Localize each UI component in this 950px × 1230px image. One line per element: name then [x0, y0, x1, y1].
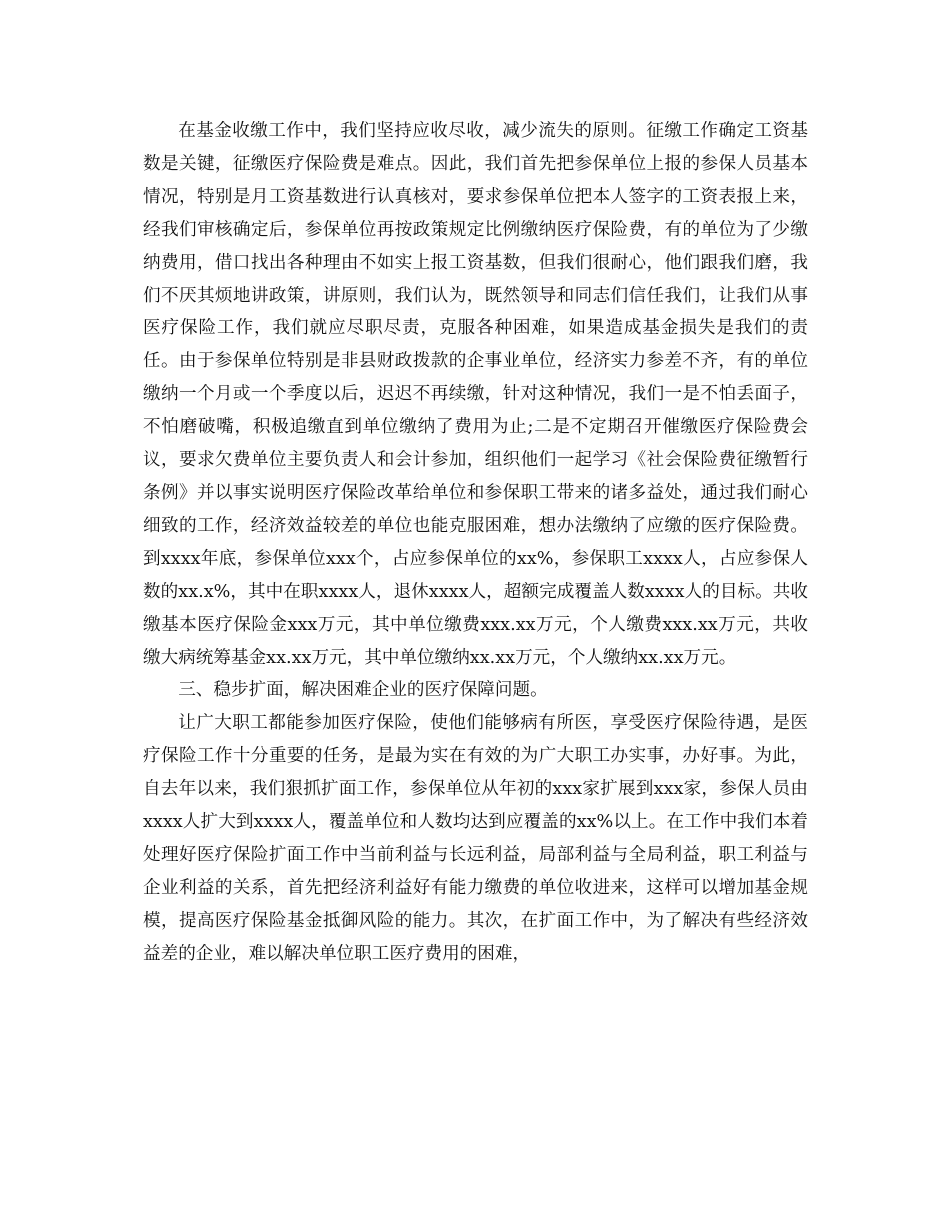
- paragraph-fund-collection: 在基金收缴工作中，我们坚持应收尽收，减少流失的原则。征缴工作确定工资基数是关键，征缴医疗保险费是难点。因此，我们首先把参保单位上报的参保人员基本情况，特别是月工资基数进行认真核对，要求参保单位把本人签字的工资表报上来，经我们审核确定后，参保单位再按政策规定比例缴纳医疗保险费，有的单位为了少缴纳费用，借口找出各种理由不如实上报工资基数，但我们很耐心，他们跟我们磨，我们不厌其烦地讲政策，讲原则，我们认为，既然领导和同志们信任我们，让我们从事医疗保险工作，我们就应尽职尽责，克服各种困难，如果造成基金损失是我们的责任。由于参保单位特别是非县财政拨款的企事业单位，经济实力参差不齐，有的单位缴纳一个月或一个季度以后，迟迟不再续缴，针对这种情况，我们一是不怕丢面子，不怕磨破嘴，积极追缴直到单位缴纳了费用为止;二是不定期召开催缴医疗保险费会议，要求欠费单位主要负责人和会计参加，组织他们一起学习《社会保险费征缴暂行条例》并以事实说明医疗保险改革给单位和参保职工带来的诸多益处，通过我们耐心细致的工作，经济效益较差的单位也能克服困难，想办法缴纳了应缴的医疗保险费。到xxxx年底，参保单位xxx个，占应参保单位的xx%，参保职工xxxx人，占应参保人数的xx.x%，其中在职xxxx人，退休xxxx人，超额完成覆盖人数xxxx人的目标。共收缴基本医疗保险金xxx万元，其中单位缴费xxx.xx万元，个人缴费xxx.xx万元，共收缴大病统筹基金xx.xx万元，其中单位缴纳xx.xx万元，个人缴纳xx.xx万元。: [143, 121, 808, 668]
- document-body: [143, 115, 808, 971]
- paragraph-expansion: 让广大职工都能参加医疗保险，使他们能够病有所医，享受医疗保险待遇，是医疗保险工作十分重要的任务，是最为实在有效的为广大职工办实事，办好事。为此，自去年以来，我们狠抓扩面工作，参保单位从年初的xxx家扩展到xxx家，参保人员由xxxx人扩大到xxxx人，覆盖单位和人数均达到应覆盖的xx%以上。在工作中我们本着处理好医疗保险扩面工作中当前利益与长远利益，局部利益与全局利益，职工利益与企业利益的关系，首先把经济利益好有能力缴费的单位收进来，这样可以增加基金规模，提高医疗保险基金抵御风险的能力。其次，在扩面工作中，为了解决有些经济效益差的企业，难以解决单位职工医疗费用的困难，: [143, 713, 808, 964]
- section-heading-expansion: 三、稳步扩面，解决困难企业的医疗保障问题。: [178, 680, 548, 701]
